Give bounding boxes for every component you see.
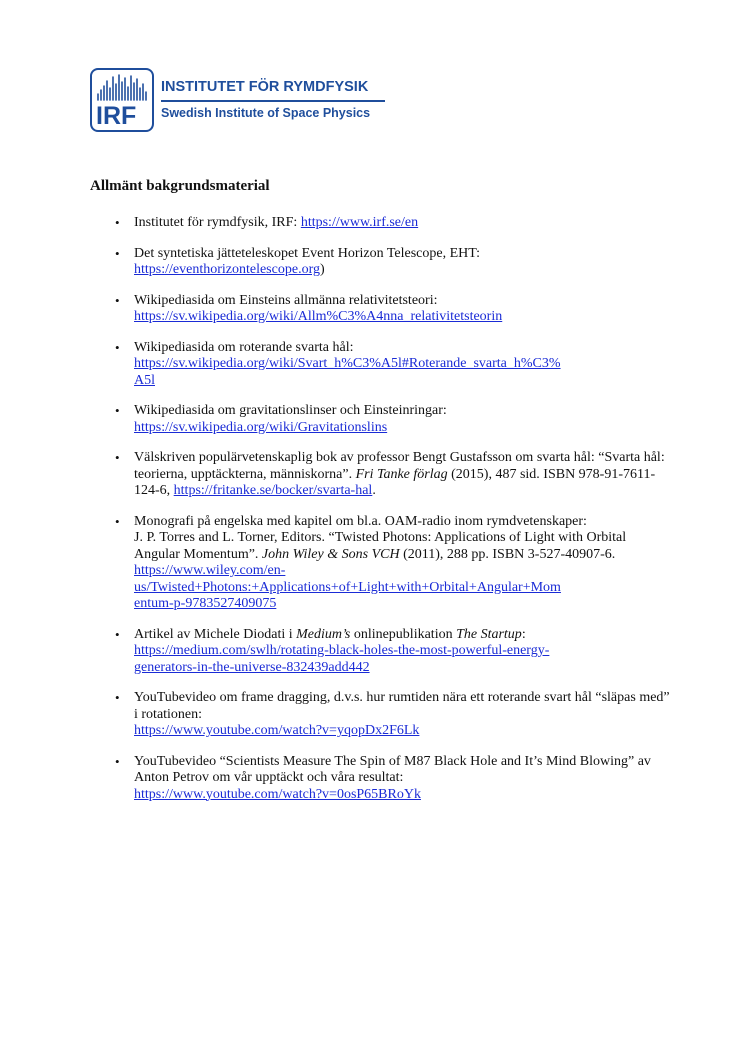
resource-list [90, 215, 670, 817]
resource-link[interactable]: https://medium.com/swlh/rotating-black-holes-the-most-powerful-energy- [134, 643, 550, 658]
resource-link[interactable]: https://sv.wikipedia.org/wiki/Allm%C3%A4nna_relativitetsteorin [134, 309, 503, 324]
resource-link[interactable]: https://fritanke.se/bocker/svarta-hal [173, 483, 373, 498]
resource-link[interactable]: https://sv.wikipedia.org/wiki/Svart_h%C3%A5l#Roterande_svarta_h%C3% [134, 356, 561, 371]
bullet-icon: • [115, 753, 120, 769]
bullet-icon: • [115, 450, 120, 465]
publication-section: The Startup [456, 626, 522, 642]
institute-name: INSTITUTET FÖR RYMDFYSIK [161, 79, 369, 95]
bullet-icon: • [115, 339, 120, 355]
bullet-icon: • [115, 626, 120, 642]
item-text: YouTubevideo “Scientists Measure The Spin of M87 Black Hole and It’s Mind Blowing” av Anton Petrov om vår upptäckt och våra resultat: [134, 753, 651, 785]
list-item [90, 450, 670, 500]
item-text-continued: onlinepublikation [350, 626, 457, 642]
publication-details: (2015), 487 sid. ISBN 978-91-7611-124-6, [134, 466, 656, 498]
item-text: Wikipediasida om roterande svarta hål: [134, 339, 354, 355]
list-item [90, 293, 670, 326]
publisher-name: Fri Tanke förlag [355, 466, 448, 482]
list-item [90, 690, 670, 740]
publisher-name: John Wiley & Sons VCH [261, 546, 400, 562]
item-suffix: . [372, 483, 376, 498]
resource-link-continuation[interactable]: entum-p-9783527409075 [134, 596, 277, 611]
list-item [90, 215, 670, 232]
resource-link[interactable]: https://sv.wikipedia.org/wiki/Gravitationslins [134, 419, 388, 435]
bullet-icon: • [115, 690, 120, 705]
bullet-icon: • [115, 215, 120, 230]
item-text: Wikipediasida om Einsteins allmänna relativitetsteori: [134, 292, 438, 308]
list-item [90, 514, 670, 613]
logo-divider [161, 100, 385, 102]
resource-link[interactable]: https://www.youtube.com/watch?v=yqopDx2F6Lk [134, 723, 420, 738]
publication-details: (2011), 288 pp. ISBN 3-527-40907-6. [399, 546, 616, 562]
item-text: Det syntetiska jätteteleskopet Event Horizon Telescope, EHT: [134, 245, 481, 261]
resource-link-continuation[interactable]: generators-in-the-universe-832439add442 [134, 659, 370, 675]
irf-logo [90, 68, 390, 134]
list-item [90, 340, 670, 390]
page-heading: Allmänt bakgrundsmaterial [90, 178, 270, 194]
resource-link[interactable]: https://eventhorizontelescope.org [134, 262, 320, 277]
item-text: Välskriven populärvetenskaplig bok av professor Bengt Gustafsson om svarta hål: “Svarta hål: teorierna, upptäckterna, människorna”. [134, 450, 665, 482]
logo-abbreviation: IRF [96, 102, 137, 130]
citation-text: J. P. Torres and L. Torner, Editors. “Twisted Photons: Applications of Light with Orbital Angular Momentum”. [134, 530, 627, 562]
resource-link-continuation[interactable]: us/Twisted+Photons:+Applications+of+Light+with+Orbital+Angular+Mom [134, 579, 561, 595]
institute-subtitle: Swedish Institute of Space Physics [161, 106, 371, 120]
resource-link[interactable]: https://www.youtube.com/watch?v=0osP65BRoYk [134, 786, 421, 802]
item-text-end: : [521, 626, 526, 642]
list-item [90, 754, 670, 804]
list-item [90, 246, 670, 279]
item-text: Wikipediasida om gravitationslinser och Einsteinringar: [134, 403, 447, 418]
list-item [90, 627, 670, 677]
resource-link[interactable]: https://www.wiley.com/en- [134, 563, 286, 578]
irf-emblem [90, 68, 154, 132]
list-item [90, 403, 670, 436]
bullet-icon: • [115, 292, 120, 308]
publication-name: Medium’s [296, 626, 351, 642]
item-suffix: ) [319, 262, 325, 277]
item-text: Institutet för rymdfysik, IRF: [134, 215, 301, 230]
signal-waveform-icon [95, 73, 151, 103]
item-text: YouTubevideo om frame dragging, d.v.s. hur rumtiden nära ett roterande svart hål “släpas med” i rotationen: [134, 690, 670, 722]
resource-link[interactable]: https://www.irf.se/en [300, 215, 419, 230]
bullet-icon: • [115, 245, 120, 261]
resource-link-continuation[interactable]: A5l [134, 372, 155, 388]
item-text: Monografi på engelska med kapitel om bl.a. OAM-radio inom rymdvetenskaper: [134, 513, 587, 529]
item-text: Artikel av Michele Diodati i [134, 626, 297, 642]
bullet-icon: • [115, 403, 120, 418]
bullet-icon: • [115, 513, 120, 529]
